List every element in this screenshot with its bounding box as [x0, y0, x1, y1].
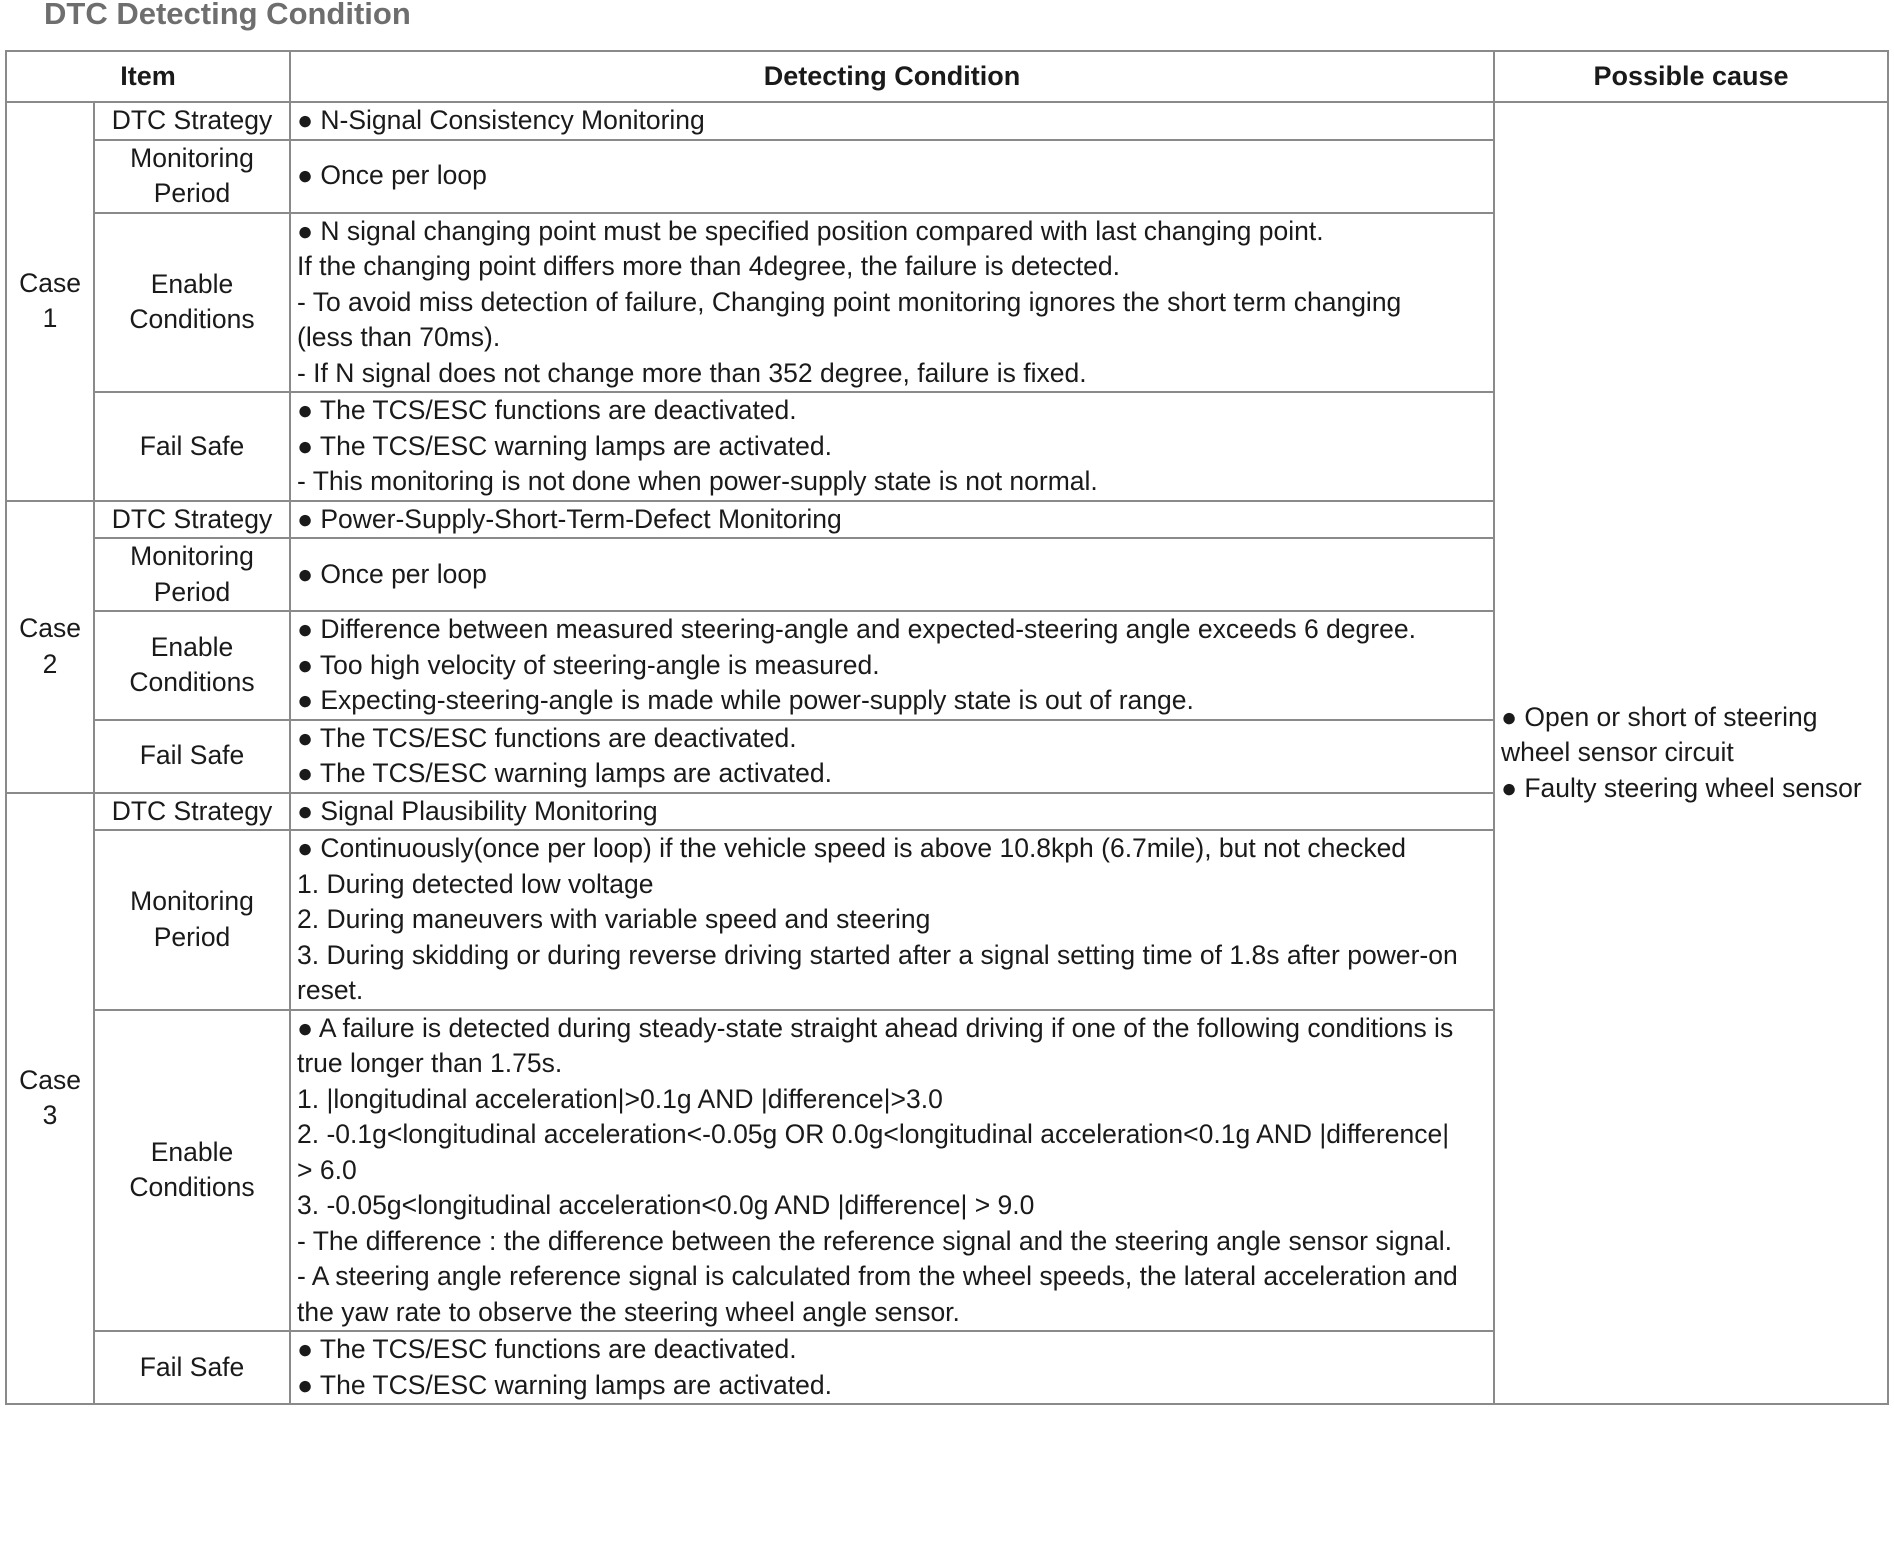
condition-line: reset. [297, 975, 364, 1005]
condition-line: If the changing point differs more than 4degree, the failure is detected. [297, 251, 1121, 281]
condition-line: > 6.0 [297, 1154, 357, 1185]
dtc-table [5, 50, 1889, 1405]
header-possible-cause: Possible cause [1494, 51, 1888, 102]
condition-line: ● The TCS/ESC warning lamps are activated. [297, 430, 832, 461]
case-label-line: 2 [42, 648, 58, 679]
condition-line: - A steering angle reference signal is calculated from the wheel speeds, the lateral acceleration and [297, 1261, 1458, 1291]
condition-line: true longer than 1.75s. [297, 1048, 563, 1078]
condition-line: ● Once per loop [297, 160, 487, 191]
item-line: Enable [150, 1136, 234, 1167]
case-label-line: Case [19, 1064, 81, 1095]
case-label-line: Case [19, 267, 81, 298]
condition-cell [290, 1010, 1494, 1332]
condition-cell [290, 538, 1494, 611]
condition-cell [290, 392, 1494, 501]
item-line: Monitoring [130, 142, 254, 173]
condition-line: the yaw rate to observe the steering wheel angle sensor. [297, 1296, 960, 1327]
condition-line: 1. During detected low voltage [297, 868, 654, 899]
possible-cause-line: ● Open or short of steering [1501, 701, 1818, 732]
item-line: Enable [150, 631, 234, 662]
condition-line: 2. -0.1g<longitudinal acceleration<-0.05g OR 0.0g<longitudinal acceleration<0.1g AND |difference| [297, 1119, 1450, 1149]
condition-line: ● Signal Plausibility Monitoring [297, 795, 658, 826]
item-cell [94, 1010, 290, 1332]
item-line: Period [153, 921, 231, 952]
item-cell [94, 102, 290, 140]
possible-cause-cell [1494, 102, 1888, 1404]
item-line: Enable [150, 268, 234, 299]
condition-line: ● N-Signal Consistency Monitoring [297, 105, 705, 135]
item-cell [94, 793, 290, 831]
item-cell [94, 501, 290, 539]
condition-line: ● Too high velocity of steering-angle is measured. [297, 649, 880, 680]
item-cell [94, 538, 290, 611]
case-label-line: Case [19, 613, 81, 643]
table-body [6, 102, 1888, 1404]
condition-cell [290, 720, 1494, 793]
condition-line: 3. During skidding or during reverse driving started after a signal setting time of 1.8s after power-on [297, 939, 1458, 970]
item-line: DTC Strategy [111, 503, 273, 534]
table-row [6, 102, 1888, 140]
item-line: DTC Strategy [111, 105, 273, 135]
condition-cell [290, 102, 1494, 140]
condition-line: - To avoid miss detection of failure, Changing point monitoring ignores the short term changing [297, 286, 1402, 317]
item-line: Conditions [129, 304, 255, 335]
condition-line: ● The TCS/ESC warning lamps are activated. [297, 758, 832, 788]
item-cell [94, 213, 290, 393]
case-label [6, 501, 94, 793]
condition-line: - The difference : the difference between the reference signal and the steering angle sensor signal. [297, 1225, 1452, 1256]
item-cell [94, 830, 290, 1010]
condition-line: ● A failure is detected during steady-state straight ahead driving if one of the following conditions is [297, 1012, 1454, 1043]
item-line: Fail Safe [139, 740, 245, 771]
condition-cell [290, 611, 1494, 720]
item-cell [94, 392, 290, 501]
item-cell [94, 720, 290, 793]
item-line: Period [153, 576, 231, 607]
item-line: Conditions [129, 667, 255, 698]
condition-line: ● Once per loop [297, 558, 487, 589]
case-label [6, 793, 94, 1405]
condition-cell [290, 140, 1494, 213]
condition-cell [290, 793, 1494, 831]
condition-line: 2. During maneuvers with variable speed and steering [297, 904, 931, 934]
condition-line: ● The TCS/ESC warning lamps are activated. [297, 1369, 832, 1400]
header-row [6, 51, 1888, 102]
condition-cell [290, 213, 1494, 393]
item-line: DTC Strategy [111, 795, 273, 826]
item-cell [94, 140, 290, 213]
condition-line: 1. |longitudinal acceleration|>0.1g AND |difference|>3.0 [297, 1083, 943, 1114]
item-line: Period [153, 178, 231, 208]
condition-line: ● The TCS/ESC functions are deactivated. [297, 1334, 797, 1364]
case-label-line: 1 [42, 303, 58, 334]
condition-cell [290, 501, 1494, 539]
possible-cause-line: ● Faulty steering wheel sensor [1501, 772, 1862, 803]
item-line: Fail Safe [139, 430, 245, 461]
condition-line: (less than 70ms). [297, 322, 501, 352]
condition-line: ● Power-Supply-Short-Term-Defect Monitoring [297, 503, 842, 534]
item-line: Fail Safe [139, 1351, 245, 1382]
condition-line: - This monitoring is not done when power-supply state is not normal. [297, 466, 1098, 496]
condition-line: - If N signal does not change more than 352 degree, failure is fixed. [297, 357, 1087, 388]
condition-line: 3. -0.05g<longitudinal acceleration<0.0g AND |difference| > 9.0 [297, 1190, 1035, 1220]
item-cell [94, 611, 290, 720]
page-title: DTC Detecting Condition [44, 0, 411, 31]
item-line: Conditions [129, 1172, 255, 1203]
item-line: Monitoring [130, 886, 254, 917]
item-line: Monitoring [130, 541, 254, 571]
header-detecting-condition: Detecting Condition [290, 51, 1494, 102]
case-label [6, 102, 94, 501]
possible-cause-line: wheel sensor circuit [1501, 737, 1734, 768]
condition-cell [290, 830, 1494, 1010]
header-item: Item [6, 51, 290, 102]
condition-line: ● The TCS/ESC functions are deactivated. [297, 395, 797, 425]
condition-line: ● Expecting-steering-angle is made while power-supply state is out of range. [297, 685, 1194, 715]
item-cell [94, 1331, 290, 1404]
condition-line: ● The TCS/ESC functions are deactivated. [297, 722, 797, 753]
condition-line: ● Difference between measured steering-angle and expected-steering angle exceeds 6 degree. [297, 614, 1416, 644]
case-label-line: 3 [42, 1100, 58, 1131]
condition-line: ● N signal changing point must be specified position compared with last changing point. [297, 215, 1324, 246]
condition-line: ● Continuously(once per loop) if the vehicle speed is above 10.8kph (6.7mile), but not checked [297, 833, 1407, 863]
condition-cell [290, 1331, 1494, 1404]
